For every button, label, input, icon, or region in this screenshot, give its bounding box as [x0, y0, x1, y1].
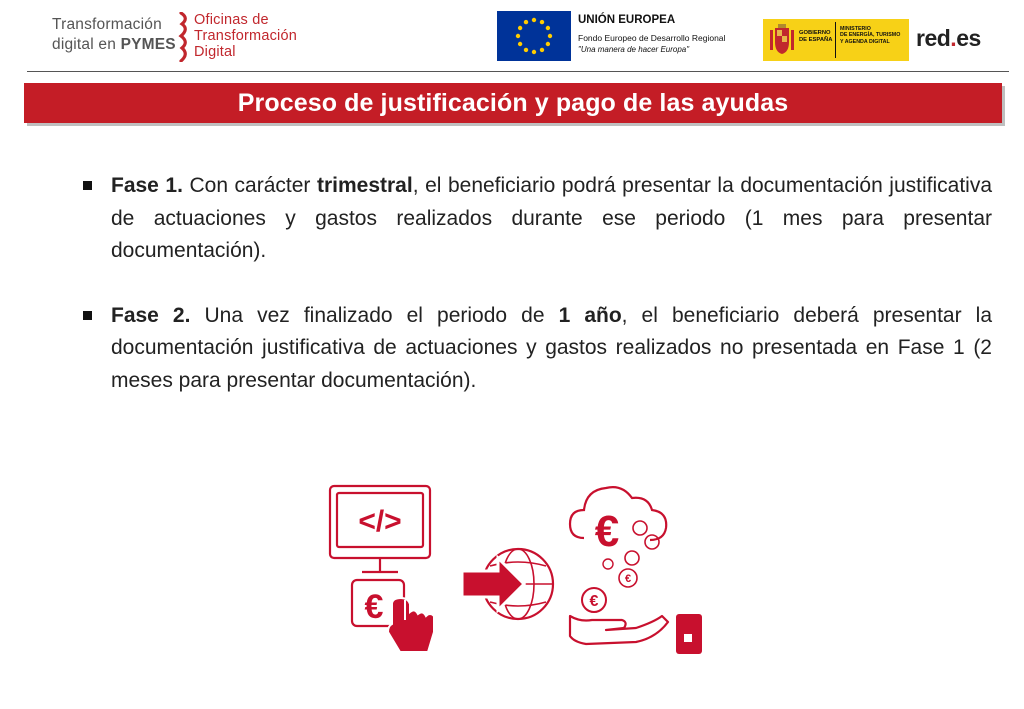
gobierno-name-line: GOBIERNO [799, 30, 831, 36]
bullet-text: , el beneficiario deberá presentar la documentación justificativa de actuaciones y gastos realizados no presentada en Fase 1 (2 meses para presentar documentación). [111, 303, 992, 392]
bullet-item-fase-1 [82, 170, 992, 268]
ministerio-name [840, 26, 906, 45]
bullet-list [82, 170, 992, 397]
square-bullet-icon [83, 181, 92, 190]
bullet-emphasis: trimestral [316, 174, 413, 197]
logo-tdp-pymes: PYMES [120, 36, 176, 53]
title-banner [24, 83, 1002, 123]
euro-card-glyph: € [364, 588, 384, 626]
bullet-text: Una vez finalizado el periodo de [190, 303, 559, 327]
eu-fund: Fondo Europeo de Desarrollo Regional [578, 33, 726, 43]
illustration-svg [322, 476, 712, 666]
gobierno-espana-logo [763, 19, 909, 61]
red-es-logo [916, 25, 981, 52]
wallet-icon [676, 614, 702, 654]
globe-arrow-icon [462, 549, 553, 619]
cloud-euro-icon [570, 487, 666, 587]
logo-otd-line2: Transformación [194, 28, 297, 44]
cloud-euro-glyph: € [594, 507, 620, 556]
logo-tdp-line1: Transformación [52, 16, 162, 33]
bullet-lead: Fase 1. [111, 174, 183, 197]
otd-chevron-icon [176, 12, 192, 62]
logo-tdp-line2 [52, 36, 176, 54]
oficinas-transformacion-digital-logo [176, 12, 316, 62]
square-bullet-icon [83, 311, 92, 320]
payment-process-illustration [322, 476, 712, 666]
gobierno-divider [835, 22, 836, 58]
logo-tdp-line2-prefix: digital en [52, 36, 121, 53]
bullet-text: , el beneficiario podrá presentar la documentación justificativa de actuaciones y gastos realizados durante ese periodo (1 mes para presentar documentación). [111, 174, 993, 262]
monitor-code-icon [330, 486, 430, 572]
page-title: Proceso de justificación y pago de las ayudas [237, 88, 789, 117]
bullet-text: Con carácter [182, 174, 317, 197]
code-glyph: </> [358, 505, 402, 538]
hand-coin-glyph: € [589, 593, 599, 610]
redes-name: red [916, 25, 951, 51]
bullet-emphasis: 1 año [558, 303, 622, 327]
gobierno-name [799, 30, 832, 44]
gobierno-name-line: DE ESPAÑA [799, 37, 833, 43]
ministerio-line: Y AGENDA DIGITAL [840, 38, 890, 45]
eu-flag-icon [497, 11, 571, 61]
bullet-lead: Fase 2. [111, 303, 191, 327]
ministerio-line: DE ENERGÍA, TURISMO [840, 32, 901, 39]
logo-otd-line3: Digital [194, 44, 236, 60]
eu-motto: "Una manera de hacer Europa" [578, 45, 690, 54]
header-divider [27, 71, 1009, 72]
coin-euro-glyph: € [624, 573, 632, 585]
hand-coins-icon [570, 588, 668, 644]
bullet-item-fase-2 [82, 300, 992, 398]
euro-click-icon [352, 580, 434, 652]
spain-coat-of-arms-icon [769, 24, 795, 56]
ministerio-line: MINISTERIO [840, 26, 871, 32]
eu-title: UNIÓN EUROPEA [578, 14, 676, 26]
redes-suffix: es [956, 25, 981, 51]
logo-otd-line1: Oficinas de [194, 12, 269, 28]
redes-dot: . [950, 25, 957, 51]
eu-text-block [578, 13, 753, 55]
